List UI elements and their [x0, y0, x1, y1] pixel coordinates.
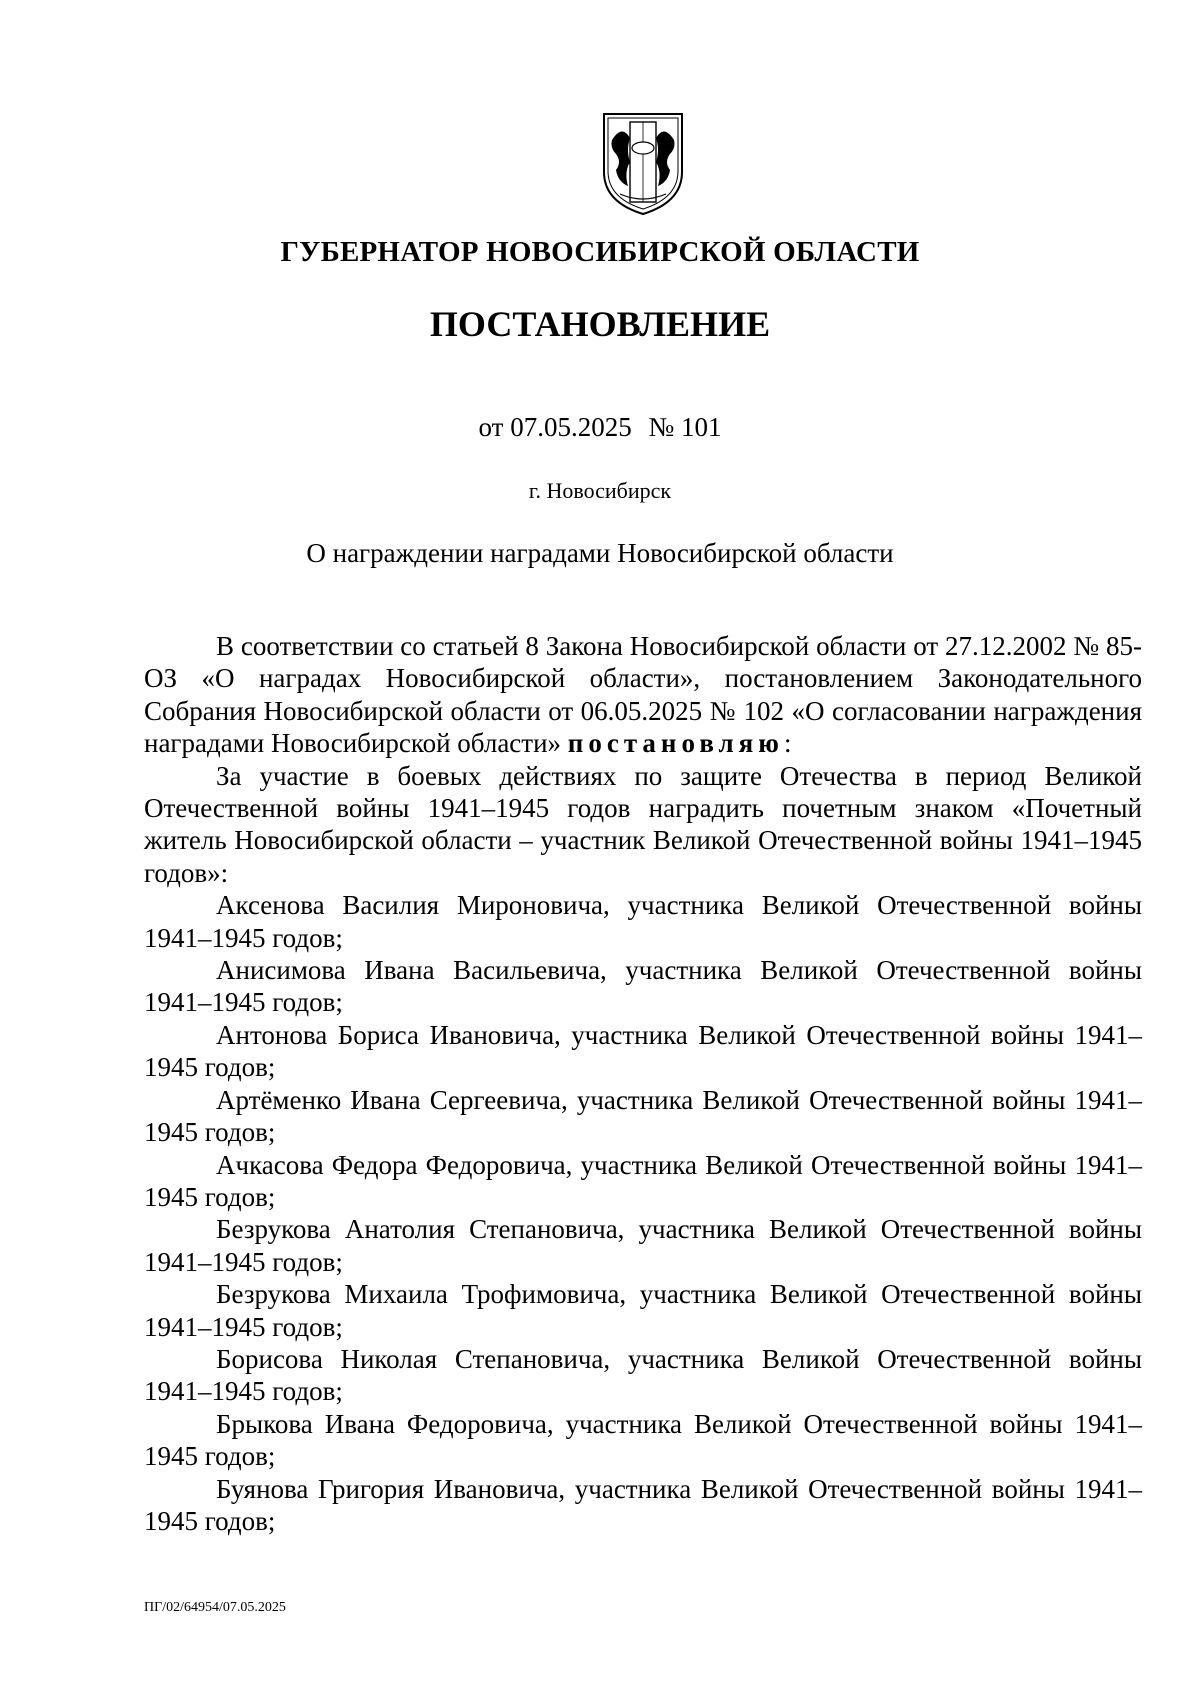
organization-title: ГУБЕРНАТОР НОВОСИБИРСКОЙ ОБЛАСТИ: [280, 236, 920, 268]
recipient-item: Артёменко Ивана Сергеевича, участника Великой Отечественной войны 1941–1945 годов;: [144, 1084, 1142, 1148]
document-date-line: [0, 412, 1200, 443]
document-date: 07.05.2025: [510, 412, 632, 442]
recipient-item: Безрукова Михаила Трофимовича, участника Великой Отечественной войны 1941–1945 годов;: [144, 1279, 1142, 1342]
recipient-item: Антонова Бориса Ивановича, участника Великой Отечественной войны 1941–1945 годов;: [144, 1019, 1142, 1083]
coat-of-arms-icon: [600, 110, 686, 216]
document-subject: О награждении наградами Новосибирской области: [306, 538, 894, 568]
decree-end: :: [783, 728, 792, 759]
decree-word: постановляю: [567, 728, 784, 759]
document-type-title: ПОСТАНОВЛЕНИЕ: [429, 304, 771, 344]
document-number: № 101: [648, 412, 722, 442]
document-body: [144, 630, 1142, 1537]
recipient-item: Безрукова Анатолия Степановича, участника Великой Отечественной войны 1941–1945 годов;: [144, 1214, 1142, 1277]
date-prefix: от: [478, 412, 504, 442]
document-place: г. Новосибирск: [528, 478, 672, 503]
recipient-item: Буянова Григория Ивановича, участника Великой Отечественной войны 1941–1945 годов;: [144, 1473, 1142, 1536]
recipient-item: Брыкова Ивана Федоровича, участника Великой Отечественной войны 1941–1945 годов;: [144, 1408, 1142, 1472]
preamble-text: В соответствии со статьей 8 Закона Новосибирской области от 27.12.2002 № 85-ОЗ «О наградах Новосибирской области», постановлением Законодательного Собрания Новосибирской области от 06.05.2025 № 102 «О согласовании награждения наградами Новосибирской области»: [144, 631, 1142, 759]
recipient-item: Аксенова Василия Мироновича, участника Великой Отечественной войны 1941–1945 годов;: [144, 890, 1142, 953]
recipient-item: Анисимова Ивана Васильевича, участника Великой Отечественной войны 1941–1945 годов;: [144, 955, 1142, 1018]
award-clause-paragraph: За участие в боевых действиях по защите Отечества в период Великой Отечественной войны 1941–1945 годов наградить почетным знаком «Почетный житель Новосибирской области – участник Великой Отечественной войны 1941–1945 годов»:: [144, 760, 1142, 888]
document-footer-code: ПГ/02/64954/07.05.2025: [144, 1600, 286, 1615]
recipient-item: Ачкасова Федора Федоровича, участника Великой Отечественной войны 1941–1945 годов;: [144, 1149, 1142, 1212]
recipient-item: Борисова Николая Степановича, участника Великой Отечественной войны 1941–1945 годов;: [144, 1343, 1142, 1407]
preamble-paragraph: [144, 630, 1142, 760]
